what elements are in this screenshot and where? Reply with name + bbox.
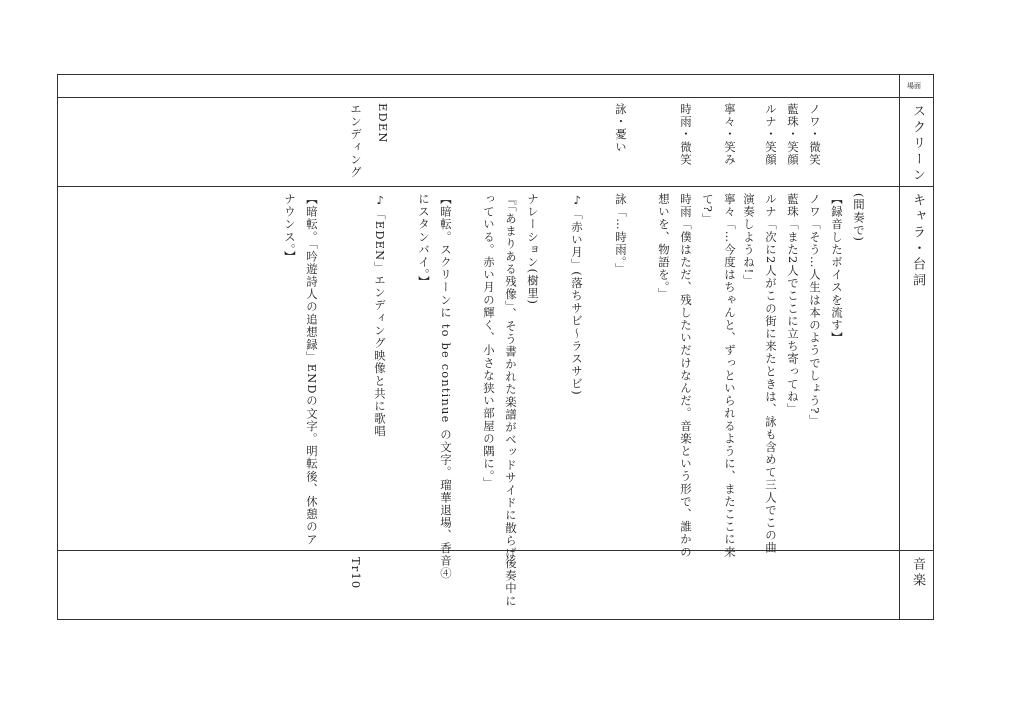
dialogue-line: て?」 bbox=[701, 193, 715, 226]
label-column-divider bbox=[899, 74, 900, 620]
dialogue-line: 演奏しようね!」 bbox=[742, 193, 756, 287]
screen-cue: 藍珠・笑顔 bbox=[786, 103, 800, 166]
screen-cue: 時雨・微笑 bbox=[679, 103, 693, 166]
music-cue-outro: 後奏中に bbox=[504, 557, 518, 608]
dialogue-line: 詠「…時雨。」 bbox=[614, 193, 628, 276]
screen-cue: エンディング bbox=[349, 103, 363, 179]
dialogue-line: ♪「EDEN」エンディング映像と共に歌唱 bbox=[373, 193, 387, 438]
music-label: 音楽 bbox=[910, 557, 925, 589]
dialogue-line: にスタンバイ。】 bbox=[417, 193, 431, 289]
dialogue-line: ルナ「次に2人がこの街に来たときは、詠も含めて三人でこの曲 bbox=[764, 193, 778, 555]
dialogue-line: 【暗転。スクリーンに to be continue の文字。瑠華退場、香音④ bbox=[439, 193, 453, 580]
dialogue-line: (間奏で) bbox=[852, 193, 866, 243]
dialogue-line: っている。赤い月の輝く、小さな狭い部屋の隅に。」 bbox=[482, 193, 496, 490]
scene-label: 場面 bbox=[907, 82, 921, 90]
dialogue-line: 【録音したボイスを流す】 bbox=[830, 193, 844, 345]
dialogue-line: 藍珠「また2人でここに立ち寄ってね」 bbox=[786, 193, 800, 416]
screen-cue: 寧々・笑み bbox=[723, 103, 737, 166]
dialogue-line: 時雨「僕はただ、残したいだけなんだ。音楽という形で、誰かの bbox=[679, 193, 693, 559]
row-divider-dialogue bbox=[57, 550, 934, 551]
dialogue-line: ノワ「そう…人生は本のようでしょう?」 bbox=[808, 193, 822, 428]
dialogue-line: 寧々「…今度はちゃんと、ずっといられるように、またここに来 bbox=[723, 193, 737, 559]
dialogue-line: 想いを、物語を。」 bbox=[657, 193, 671, 301]
music-cue-track: Tr10 bbox=[349, 557, 363, 590]
row-divider-header bbox=[57, 97, 934, 98]
chara-dialogue-label: キャラ・台詞 bbox=[910, 193, 925, 289]
dialogue-line: ナレーション(樹里) bbox=[526, 193, 540, 306]
screen-cue: EDEN bbox=[376, 103, 390, 144]
screen-cue: ルナ・笑顔 bbox=[764, 103, 778, 166]
dialogue-line: 『「あまりある残像」、そう書かれた楽譜がベッドサイドに散らば bbox=[504, 193, 518, 560]
dialogue-line: 【暗転。「吟遊詩人の追想録」ENDの文字。明転後、休憩のア bbox=[305, 193, 319, 546]
screen-cue: 詠・憂い bbox=[614, 103, 628, 154]
row-divider-screen bbox=[57, 186, 934, 187]
dialogue-line: ♪「赤い月」(落ちサビ〜ラスサビ) bbox=[570, 193, 584, 396]
dialogue-line: ナウンス。】 bbox=[283, 193, 297, 263]
screen-label: スクリーン bbox=[910, 104, 925, 184]
screen-cue: ノワ・微笑 bbox=[808, 103, 822, 166]
